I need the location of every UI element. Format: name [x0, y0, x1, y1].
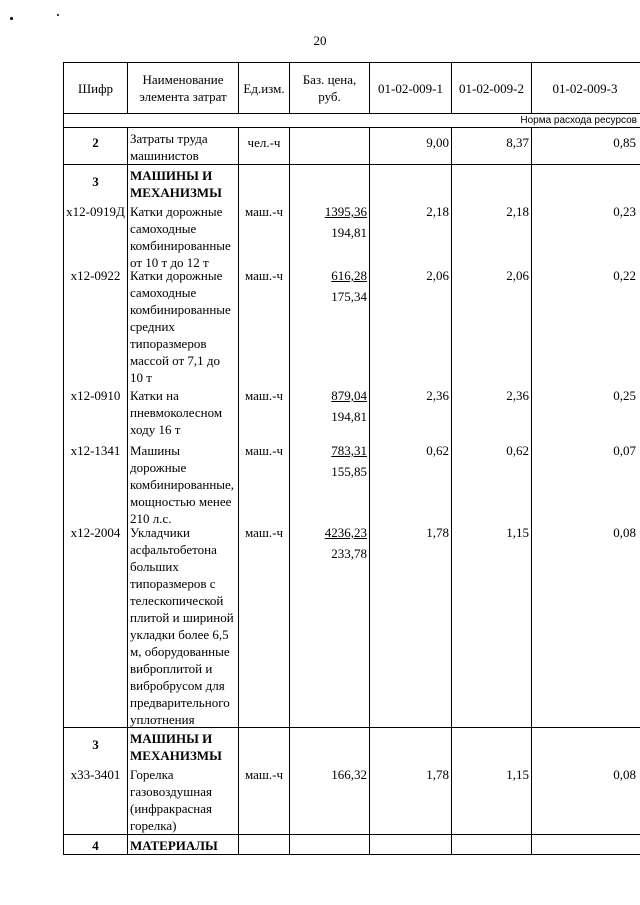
empty-cell: [290, 165, 370, 201]
machine-price: [290, 440, 370, 522]
norma-row: [64, 114, 640, 128]
empty-cell: [239, 728, 290, 764]
labor-price: [290, 128, 370, 164]
scan-speck: [10, 17, 13, 20]
machine-name: Катки дорожные самоходные комбинированные от 10 т до 12 т: [128, 201, 239, 265]
machine-v1: 2,06: [370, 265, 452, 385]
empty-cell: [452, 165, 532, 201]
machine-name: Машины дорожные комбинированные, мощностью менее 210 л.с.: [128, 440, 239, 522]
table-row: [64, 265, 640, 385]
machine-price: [290, 265, 370, 385]
table-header: [64, 63, 640, 114]
machine-code: х12-0922: [64, 265, 128, 385]
labor-unit: чел.-ч: [239, 128, 290, 164]
empty-cell: [532, 165, 638, 201]
price-base: 4236,23: [324, 525, 367, 540]
table-row: [64, 201, 640, 270]
machine-name: Катки на пневмоколесном ходу 16 т: [128, 385, 239, 440]
burner-v3: 0,08: [613, 767, 636, 782]
machine-price: [290, 385, 370, 440]
burner-v1: 1,78: [370, 764, 452, 834]
price-sub: 155,85: [331, 464, 367, 479]
machine-unit: маш.-ч: [239, 385, 290, 440]
section-code: 4: [64, 835, 128, 854]
empty-cell: [290, 728, 370, 764]
section-row: [64, 728, 640, 764]
machine-v1: 2,36: [370, 385, 452, 440]
header-name: Наименование элемента затрат: [128, 63, 239, 113]
table-row: [64, 522, 640, 728]
machine-unit: маш.-ч: [239, 522, 290, 727]
machine-unit: маш.-ч: [239, 440, 290, 522]
machine-code: х12-0919Д: [64, 201, 128, 265]
empty-cell: [239, 165, 290, 201]
labor-name: Затраты труда машинистов: [128, 128, 239, 164]
price-sub: 194,81: [331, 225, 367, 240]
labor-row: [64, 128, 640, 165]
machine-code: х12-0910: [64, 385, 128, 440]
table-row: [64, 764, 640, 835]
empty-cell: [452, 728, 532, 764]
burner-v2: 1,15: [452, 764, 532, 834]
machine-code: х12-1341: [64, 440, 128, 522]
labor-code: 2: [64, 128, 128, 164]
burner-code: х33-3401: [64, 764, 128, 834]
machine-v2: 2,18: [452, 201, 532, 265]
section-title: МАШИНЫ И МЕХАНИЗМЫ: [128, 728, 239, 764]
section-row: [64, 835, 640, 855]
machine-price: [290, 522, 370, 727]
header-col2: 01-02-009-2: [452, 63, 532, 113]
price-sub: 233,78: [331, 546, 367, 561]
table-row: [64, 440, 640, 526]
section-code: 3: [64, 728, 128, 764]
header-col1: 01-02-009-1: [370, 63, 452, 113]
price-sub: 194,81: [331, 409, 367, 424]
price-base: 879,04: [331, 388, 367, 403]
labor-v1: 9,00: [370, 128, 452, 164]
machine-v1: 1,78: [370, 522, 452, 727]
page-number: 20: [313, 33, 327, 48]
price-base: 1395,36: [324, 204, 367, 219]
header-col3: 01-02-009-3: [552, 80, 618, 96]
burner-unit: маш.-ч: [239, 764, 290, 834]
labor-v3: 0,85: [613, 135, 636, 150]
machine-price: [290, 201, 370, 265]
machine-v1: 0,62: [370, 440, 452, 522]
empty-cell: [239, 835, 290, 854]
machine-unit: маш.-ч: [239, 201, 290, 265]
table-row: [64, 385, 640, 440]
section-title: МАШИНЫ И МЕХАНИЗМЫ: [128, 165, 239, 201]
price-sub: 175,34: [331, 289, 367, 304]
resource-table: [63, 62, 640, 855]
machine-v2: 1,15: [452, 522, 532, 727]
header-code: Шифр: [64, 63, 128, 113]
section-title: МАТЕРИАЛЫ: [128, 835, 239, 854]
header-price: Баз. цена, руб.: [290, 63, 370, 113]
machine-v3: 0,07: [613, 443, 636, 458]
machine-v2: 2,36: [452, 385, 532, 440]
header-unit: Ед.изм.: [239, 63, 290, 113]
empty-cell: [370, 835, 452, 854]
machine-code: х12-2004: [64, 522, 128, 727]
empty-cell: [452, 835, 532, 854]
price-base: 616,28: [331, 268, 367, 283]
machine-unit: маш.-ч: [239, 265, 290, 385]
price-base: 783,31: [331, 443, 367, 458]
machine-v3: 0,25: [613, 388, 636, 403]
norma-label: Норма расхода ресурсов: [520, 115, 637, 126]
machine-v2: 0,62: [452, 440, 532, 522]
scan-speck: [57, 14, 59, 16]
section-code: 3: [64, 165, 128, 201]
burner-name: Горелка газовоздушная (инфракрасная горелка): [128, 764, 239, 834]
machine-v3: 0,08: [613, 525, 636, 540]
labor-v2: 8,37: [452, 128, 532, 164]
machine-name: Катки дорожные самоходные комбинированные средних типоразмеров массой от 7,1 до 10 т: [128, 265, 239, 385]
empty-cell: [532, 728, 638, 764]
section-row: [64, 165, 640, 201]
machine-v1: 2,18: [370, 201, 452, 265]
machine-name: Укладчики асфальтобетона больших типоразмеров с телескопической плитой и шириной укладки более 6,5 м, оборудованные виброплитой и вибробрусом для предварительного уплотнения: [128, 522, 239, 727]
empty-cell: [532, 835, 638, 854]
machine-v3: 0,23: [613, 204, 636, 219]
empty-cell: [290, 835, 370, 854]
machine-v2: 2,06: [452, 265, 532, 385]
burner-price: 166,32: [290, 764, 370, 834]
empty-cell: [370, 165, 452, 201]
machine-v3: 0,22: [613, 268, 636, 283]
empty-cell: [370, 728, 452, 764]
